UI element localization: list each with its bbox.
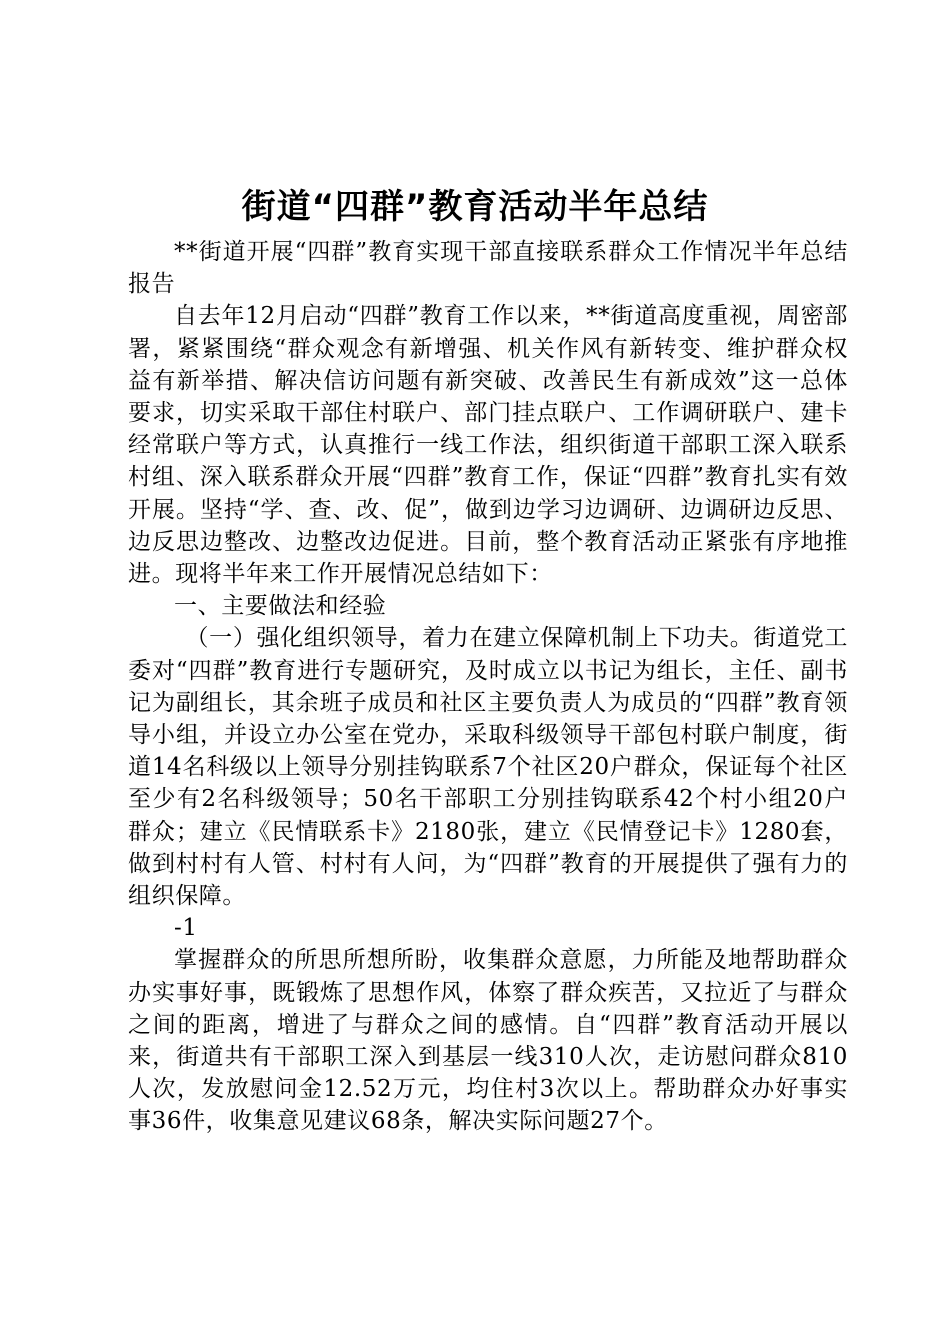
- section-heading: 一、主要做法和经验: [174, 593, 387, 620]
- document-title: 街道“四群”教育活动半年总结: [241, 187, 709, 227]
- organization-paragraph: （一）强化组织领导，着力在建立保障机制上下功夫。街道党工委对“四群”教育进行专题研究，及时成立以书记为组长，主任、副书记为副组长，其余班子成员和社区主要负责人为成员的“四群”教育领导小组，并设立办公室在党办，采取科级领导干部包村联户制度，街道14名科级以上领导分别挂钩联系7个社区20户群众，保证每个社区至少有2名科级领导；50名干部职工分别挂钩联系42个村小组20户群众；建立《民情联系卡》2180张，建立《民情登记卡》1280套，做到村村有人管、村村有人问，为“四群”教育的开展提供了强有力的组织保障。: [128, 625, 848, 910]
- report-subtitle-paragraph: **街道开展“四群”教育实现干部直接联系群众工作情况半年总结报告: [128, 239, 848, 298]
- document-body: [128, 236, 848, 1138]
- outreach-paragraph: 掌握群众的所思所想所盼，收集群众意愿，力所能及地帮助群众办实事好事，既锻炼了思想作风，体察了群众疾苦，又拉近了与群众之间的距离，增进了与群众之间的感情。自“四群”教育活动开展以来，街道共有干部职工深入到基层一线310人次，走访慰问群众810人次，发放慰问金12.52万元，均住村3次以上。帮助群众办好事实事36件，收集意见建议68条，解决实际问题27个。: [128, 947, 848, 1135]
- page-number: -1: [174, 915, 198, 942]
- intro-paragraph: 自去年12月启动“四群”教育工作以来，**街道高度重视，周密部署，紧紧围绕“群众观念有新增强、机关作风有新转变、维护群众权益有新举措、解决信访问题有新突破、改善民生有新成效”这一总体要求，切实采取干部住村联户、部门挂点联户、工作调研联户、建卡经常联户等方式，认真推行一线工作法，组织街道干部职工深入联系村组、深入联系群众开展“四群”教育工作，保证“四群”教育扎实有效开展。坚持“学、查、改、促”，做到边学习边调研、边调研边反思、边反思边整改、边整改边促进。目前，整个教育活动正紧张有序地推进。现将半年来工作开展情况总结如下：: [128, 303, 848, 588]
